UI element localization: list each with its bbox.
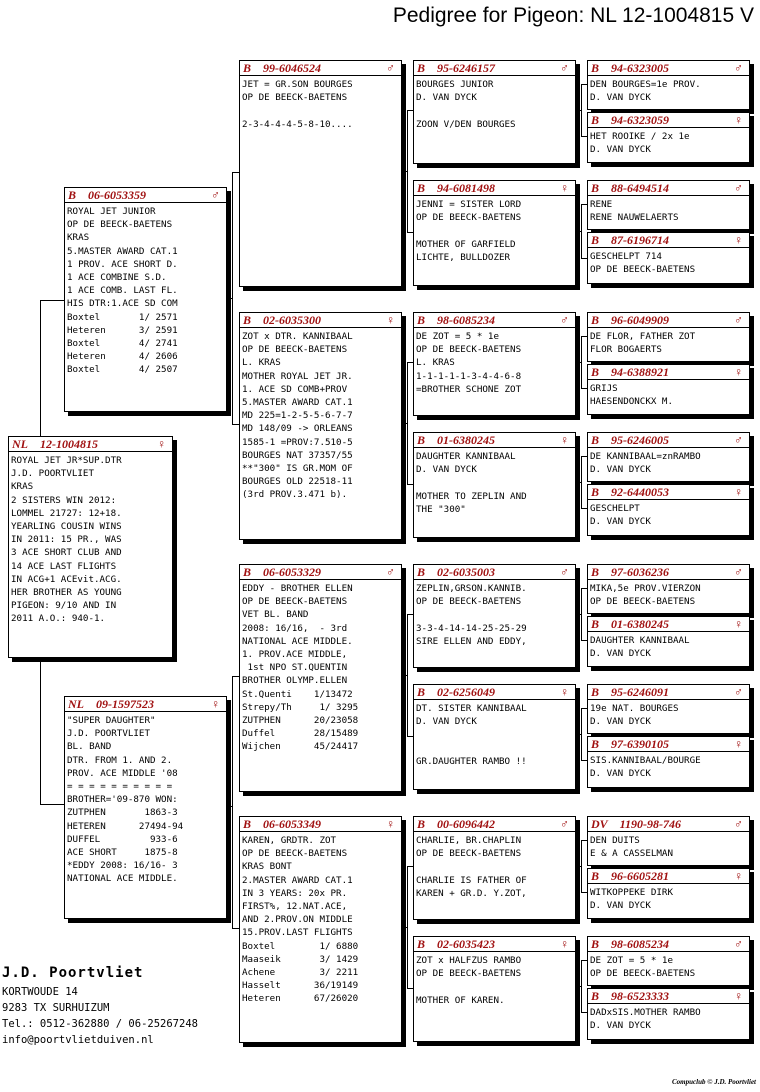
connector-line <box>232 676 233 928</box>
ring-number: 09-1597523 <box>96 697 154 711</box>
sex-icon: ♀ <box>734 737 743 751</box>
country-code: B <box>591 485 600 499</box>
country-code: B <box>68 188 77 202</box>
sex-icon: ♂ <box>386 565 395 579</box>
sex-icon: ♀ <box>386 817 395 831</box>
country-code: B <box>591 433 600 447</box>
connector-line <box>581 840 582 892</box>
country-code: B <box>591 685 600 699</box>
ring-number: 02-6256049 <box>437 685 496 699</box>
ring-number: 12-1004815 <box>40 437 98 451</box>
ring-number: 98-6085234 <box>437 313 496 327</box>
connector-line <box>227 806 232 807</box>
breeder-address-line: 9283 TX SURHUIZUM <box>2 1002 110 1014</box>
ring-number: 94-6388921 <box>611 365 670 379</box>
pigeon-notes: SIS.KANNIBAAL/BOURGE D. VAN DYCK <box>590 755 701 780</box>
country-code: B <box>591 617 600 631</box>
sex-icon: ♂ <box>386 61 395 75</box>
country-code: B <box>591 181 600 195</box>
connector-line <box>407 110 408 232</box>
connector-line <box>581 456 582 508</box>
sex-icon: ♂ <box>211 188 220 202</box>
pigeon-notes: WITKOPPEKE DIRK D. VAN DYCK <box>590 887 673 912</box>
sex-icon: ♂ <box>734 313 743 327</box>
breeder-address-line: KORTWOUDE 14 <box>2 986 78 998</box>
pigeon-notes: DE ZOT = 5 * 1e OP DE BEECK-BAETENS L. KRAS 1-1-1-1-1-3-4-4-6-8 =BROTHER SCHONE ZOT <box>416 331 522 395</box>
pigeon-notes: ROYAL JET JUNIOR OP DE BEECK-BAETENS KRAS 5.MASTER AWARD CAT.1 1 PROV. ACE SHORT D. 1 ACE COMBINE S.D. 1 ACE COMB. LAST FL. HIS DTR:1.ACE SD COM Boxtel 1/ 2571 Heteren 3/ 2591 Boxtel 4/ 2741 Heteren 4/ 2606 Boxtel 4/ 2507 <box>67 206 178 376</box>
sex-icon: ♀ <box>560 433 569 447</box>
sex-icon: ♀ <box>734 485 743 499</box>
pigeon-card-gen4-12[interactable] <box>587 736 750 788</box>
pigeon-card-subject[interactable] <box>8 436 173 658</box>
sex-icon: ♂ <box>734 181 743 195</box>
pigeon-notes: BOURGES JUNIOR D. VAN DYCK ZOON V/DEN BOURGES <box>416 79 516 130</box>
pigeon-card-gen4-7[interactable] <box>587 432 750 482</box>
pigeon-notes: ZEPLIN,GRSON.KANNIB. OP DE BEECK-BAETENS 3-3-4-14-14-25-25-29 SIRE ELLEN AND EDDY, <box>416 583 527 647</box>
pigeon-card-gen3-5[interactable] <box>413 564 576 668</box>
ring-number: 02-6035423 <box>437 937 496 951</box>
sex-icon: ♂ <box>560 565 569 579</box>
ring-number: 02-6035003 <box>437 565 496 579</box>
pigeon-notes: HET ROOIKE / 2x 1e D. VAN DYCK <box>590 131 690 156</box>
ring-number: 95-6246091 <box>611 685 670 699</box>
connector-line <box>402 675 407 676</box>
pigeon-notes: DE FLOR, FATHER ZOT FLOR BOGAERTS <box>590 331 696 356</box>
ring-number: 00-6096442 <box>437 817 496 831</box>
sex-icon: ♀ <box>734 365 743 379</box>
connector-line <box>40 660 41 804</box>
country-code: B <box>417 313 426 327</box>
pigeon-notes: DE ZOT = 5 * 1e OP DE BEECK-BAETENS <box>590 955 696 980</box>
pigeon-notes: MIKA,5e PROV.VIERZON OP DE BEECK-BAETENS <box>590 583 701 608</box>
country-code: B <box>417 937 426 951</box>
pigeon-notes: EDDY - BROTHER ELLEN OP DE BEECK-BAETENS VET BL. BAND 2008: 16/16, - 3rd NATIONAL ACE MIDDLE. 1. PROV.ACE MIDDLE, 1st NPO ST.QUENTIN BROTHER OLYMP.ELLEN St.Quenti 1/13472 Strepy/Th 1/ 3295 ZUTPHEN 20/23058 Duffel 28/15489 Wijchen 45/24417 <box>242 583 359 753</box>
connector-line <box>402 927 407 928</box>
connector-line <box>576 614 581 615</box>
country-code: B <box>591 869 600 883</box>
ring-number: 96-6605281 <box>611 869 670 883</box>
pigeon-card-gen3-4[interactable] <box>413 432 576 538</box>
country-code: B <box>591 989 600 1003</box>
country-code: B <box>417 817 426 831</box>
connector-line <box>581 336 582 388</box>
ring-number: 94-6081498 <box>437 181 496 195</box>
connector-line <box>40 300 41 436</box>
country-code: B <box>591 737 600 751</box>
pigeon-notes: DAUGHTER KANNIBAAL D. VAN DYCK MOTHER TO ZEPLIN AND THE "300" <box>416 451 527 515</box>
ring-number: 94-6323059 <box>611 113 670 127</box>
country-code: B <box>417 61 426 75</box>
sex-icon: ♀ <box>734 233 743 247</box>
connector-line <box>407 614 408 736</box>
pigeon-card-gen4-9[interactable] <box>587 564 750 614</box>
country-code: B <box>417 433 426 447</box>
ring-number: 98-6085234 <box>611 937 670 951</box>
country-code: B <box>243 313 252 327</box>
connector-line <box>232 424 239 425</box>
software-credit: Compuclub © J.D. Poortvliet <box>672 1078 756 1086</box>
ring-number: 01-6380245 <box>611 617 670 631</box>
sex-icon: ♀ <box>386 313 395 327</box>
pigeon-notes: 19e NAT. BOURGES D. VAN DYCK <box>590 703 679 728</box>
connector-line <box>232 676 239 677</box>
pigeon-card-gen3-8[interactable] <box>413 936 576 1042</box>
breeder-name: J.D. Poortvliet <box>2 965 144 981</box>
pigeon-card-gen3-3[interactable] <box>413 312 576 416</box>
country-code: B <box>243 817 252 831</box>
connector-line <box>576 110 581 111</box>
pigeon-notes: GESCHELPT D. VAN DYCK <box>590 503 651 528</box>
pigeon-card-gen4-8[interactable] <box>587 484 750 536</box>
sex-icon: ♀ <box>734 869 743 883</box>
sex-icon: ♀ <box>560 685 569 699</box>
connector-line <box>402 423 407 424</box>
pigeon-notes: RENE RENE NAUWELAERTS <box>590 199 679 224</box>
sex-icon: ♂ <box>734 565 743 579</box>
pigeon-notes: DEN BOURGES=1e PROV. D. VAN DYCK <box>590 79 701 104</box>
pigeon-card-gen3-1[interactable] <box>413 60 576 164</box>
sex-icon: ♂ <box>734 685 743 699</box>
country-code: B <box>591 233 600 247</box>
sex-icon: ♂ <box>734 433 743 447</box>
sex-icon: ♂ <box>560 817 569 831</box>
connector-line <box>407 866 408 988</box>
pigeon-card-gen2-4[interactable] <box>239 816 402 1043</box>
pigeon-notes: ROYAL JET JR*SUP.DTR J.D. POORTVLIET KRAS 2 SISTERS WIN 2012: LOMMEL 21727: 12+18. YEARLING COUSIN WINS IN 2011: 15 PR., WAS 3 ACE SHORT CLUB AND 14 ACE LAST FLIGHTS IN ACG+1 ACEvit.ACG. HER BROTHER AS YOUNG PIGEON: 9/10 AND IN 2011 A.O.: 940-1. <box>11 455 122 625</box>
country-code: B <box>417 685 426 699</box>
pigeon-notes: DEN DUITS E & A CASSELMAN <box>590 835 673 860</box>
sex-icon: ♀ <box>211 697 220 711</box>
pigeon-card-gen3-7[interactable] <box>413 816 576 920</box>
pigeon-notes: JENNI = SISTER LORD OP DE BEECK-BAETENS MOTHER OF GARFIELD LICHTE, BULLDOZER <box>416 199 522 263</box>
pigeon-card-gen4-3[interactable] <box>587 180 750 230</box>
sex-icon: ♀ <box>560 181 569 195</box>
country-code: B <box>591 113 600 127</box>
connector-line <box>227 298 232 299</box>
ring-number: 06-6053349 <box>263 817 322 831</box>
country-code: DV <box>591 817 608 831</box>
pigeon-card-gen4-11[interactable] <box>587 684 750 734</box>
connector-line <box>402 171 407 172</box>
ring-number: 94-6323005 <box>611 61 670 75</box>
ring-number: 88-6494514 <box>611 181 670 195</box>
sex-icon: ♂ <box>560 61 569 75</box>
ring-number: 95-6246157 <box>437 61 496 75</box>
connector-line <box>576 734 581 735</box>
ring-number: 87-6196714 <box>611 233 670 247</box>
ring-number: 99-6046524 <box>263 61 322 75</box>
country-code: B <box>417 565 426 579</box>
pigeon-notes: ZOT x DTR. KANNIBAAL OP DE BEECK-BAETENS L. KRAS MOTHER ROYAL JET JR. 1. ACE SD COMB+PROV 5.MASTER AWARD CAT.1 MD 225=1-2-5-5-6-7-7 MD 148/09 -> ORLEANS 1585-1 =PROV:7.510-5 BOURGES NAT 37357/55 **"300" IS GR.MOM OF BOURGES OLD 22518-11 (3rd PROV.3.471 b). <box>242 331 353 501</box>
breeder-phone: Tel.: 0512-362880 / 06-25267248 <box>2 1018 198 1030</box>
connector-line <box>581 588 582 640</box>
connector-line <box>232 172 239 173</box>
pigeon-card-gen4-15[interactable] <box>587 936 750 986</box>
sex-icon: ♀ <box>734 989 743 1003</box>
connector-line <box>40 300 64 301</box>
country-code: B <box>591 565 600 579</box>
connector-line <box>581 84 582 136</box>
country-code: B <box>591 937 600 951</box>
connector-line <box>232 172 233 424</box>
pigeon-notes: DE KANNIBAAL=znRAMBO D. VAN DYCK <box>590 451 701 476</box>
pigeon-card-gen2-2[interactable] <box>239 312 402 540</box>
country-code: NL <box>12 437 28 451</box>
breeder-info <box>2 962 198 1048</box>
pigeon-card-gen2-3[interactable] <box>239 564 402 792</box>
connector-line <box>576 986 581 987</box>
country-code: B <box>243 61 252 75</box>
ring-number: 98-6523333 <box>611 989 670 1003</box>
ring-number: 96-6049909 <box>611 313 670 327</box>
country-code: B <box>591 61 600 75</box>
ring-number: 1190-98-746 <box>619 817 682 831</box>
ring-number: 01-6380245 <box>437 433 496 447</box>
country-code: NL <box>68 697 84 711</box>
connector-line <box>576 866 581 867</box>
pigeon-card-gen3-2[interactable] <box>413 180 576 286</box>
pigeon-card-sire[interactable] <box>64 187 227 412</box>
pigeon-card-gen2-1[interactable] <box>239 60 402 287</box>
pigeon-notes: GESCHELPT 714 OP DE BEECK-BAETENS <box>590 251 696 276</box>
sex-icon: ♀ <box>560 937 569 951</box>
pigeon-notes: ZOT x HALFZUS RAMBO OP DE BEECK-BAETENS MOTHER OF KAREN. <box>416 955 522 1006</box>
ring-number: 92-6440053 <box>611 485 670 499</box>
connector-line <box>576 482 581 483</box>
sex-icon: ♀ <box>734 617 743 631</box>
sex-icon: ♂ <box>560 313 569 327</box>
ring-number: 97-6390105 <box>611 737 670 751</box>
sex-icon: ♀ <box>734 113 743 127</box>
sex-icon: ♂ <box>734 61 743 75</box>
page-title: Pedigree for Pigeon: NL 12-1004815 V <box>392 4 754 27</box>
country-code: B <box>591 365 600 379</box>
pigeon-card-gen4-4[interactable] <box>587 232 750 284</box>
pigeon-card-gen4-1[interactable] <box>587 60 750 110</box>
breeder-email[interactable]: info@poortvlietduiven.nl <box>2 1034 154 1046</box>
country-code: B <box>591 313 600 327</box>
sex-icon: ♂ <box>734 817 743 831</box>
ring-number: 02-6035300 <box>263 313 322 327</box>
pigeon-card-gen4-10[interactable] <box>587 616 750 667</box>
pigeon-notes: DT. SISTER KANNIBAAL D. VAN DYCK GR.DAUGHTER RAMBO !! <box>416 703 527 767</box>
country-code: B <box>243 565 252 579</box>
country-code: B <box>417 181 426 195</box>
pigeon-card-gen4-2[interactable] <box>587 112 750 163</box>
connector-line <box>576 231 581 232</box>
sex-icon: ♂ <box>734 937 743 951</box>
connector-line <box>40 804 64 805</box>
pigeon-notes: DAUGHTER KANNIBAAL D. VAN DYCK <box>590 635 690 660</box>
pigeon-card-gen4-14[interactable] <box>587 868 750 919</box>
connector-line <box>581 960 582 1012</box>
pigeon-notes: DADxSIS.MOTHER RAMBO D. VAN DYCK <box>590 1007 701 1032</box>
pigeon-card-gen4-6[interactable] <box>587 364 750 415</box>
pigeon-notes: JET = GR.SON BOURGES OP DE BEECK-BAETENS 2-3-4-4-4-5-8-10.... <box>242 79 353 130</box>
sex-icon: ♀ <box>157 437 166 451</box>
pigeon-notes: CHARLIE, BR.CHAPLIN OP DE BEECK-BAETENS CHARLIE IS FATHER OF KAREN + GR.D. Y.ZOT, <box>416 835 527 899</box>
connector-line <box>581 204 582 258</box>
pigeon-card-gen3-6[interactable] <box>413 684 576 790</box>
connector-line <box>232 928 239 929</box>
pigeon-notes: GRIJS HAESENDONCKX M. <box>590 383 673 408</box>
pigeon-card-gen4-16[interactable] <box>587 988 750 1040</box>
ring-number: 06-6053359 <box>88 188 147 202</box>
ring-number: 06-6053329 <box>263 565 322 579</box>
connector-line <box>576 362 581 363</box>
pigeon-card-dam[interactable] <box>64 696 227 919</box>
connector-line <box>407 362 408 484</box>
pigeon-notes: KAREN, GRDTR. ZOT OP DE BEECK-BAETENS KRAS BONT 2.MASTER AWARD CAT.1 IN 3 YEARS: 20x PR. FIRST%, 12.NAT.ACE, AND 2.PROV.ON MIDDLE 15.PROV.LAST FLIGHTS Boxtel 1/ 6880 Maaseik 3/ 1429 Achene 3/ 2211 Hasselt 36/19149 Heteren 67/26020 <box>242 835 359 1005</box>
ring-number: 95-6246005 <box>611 433 670 447</box>
pigeon-card-gen4-13[interactable] <box>587 816 750 866</box>
connector-line <box>581 708 582 760</box>
ring-number: 97-6036236 <box>611 565 670 579</box>
pigeon-notes: "SUPER DAUGHTER" J.D. POORTVLIET BL. BAND DTR. FROM 1. AND 2. PROV. ACE MIDDLE '08 = = = = = = = = = = BROTHER='09-870 WON: ZUTPHEN 1863-3 HETEREN 27494-94 DUFFEL 933-6 ACE SHORT 1875-8 *EDDY 2008: 16/16- 3 NATIONAL ACE MIDDLE. <box>67 715 184 885</box>
pigeon-card-gen4-5[interactable] <box>587 312 750 362</box>
